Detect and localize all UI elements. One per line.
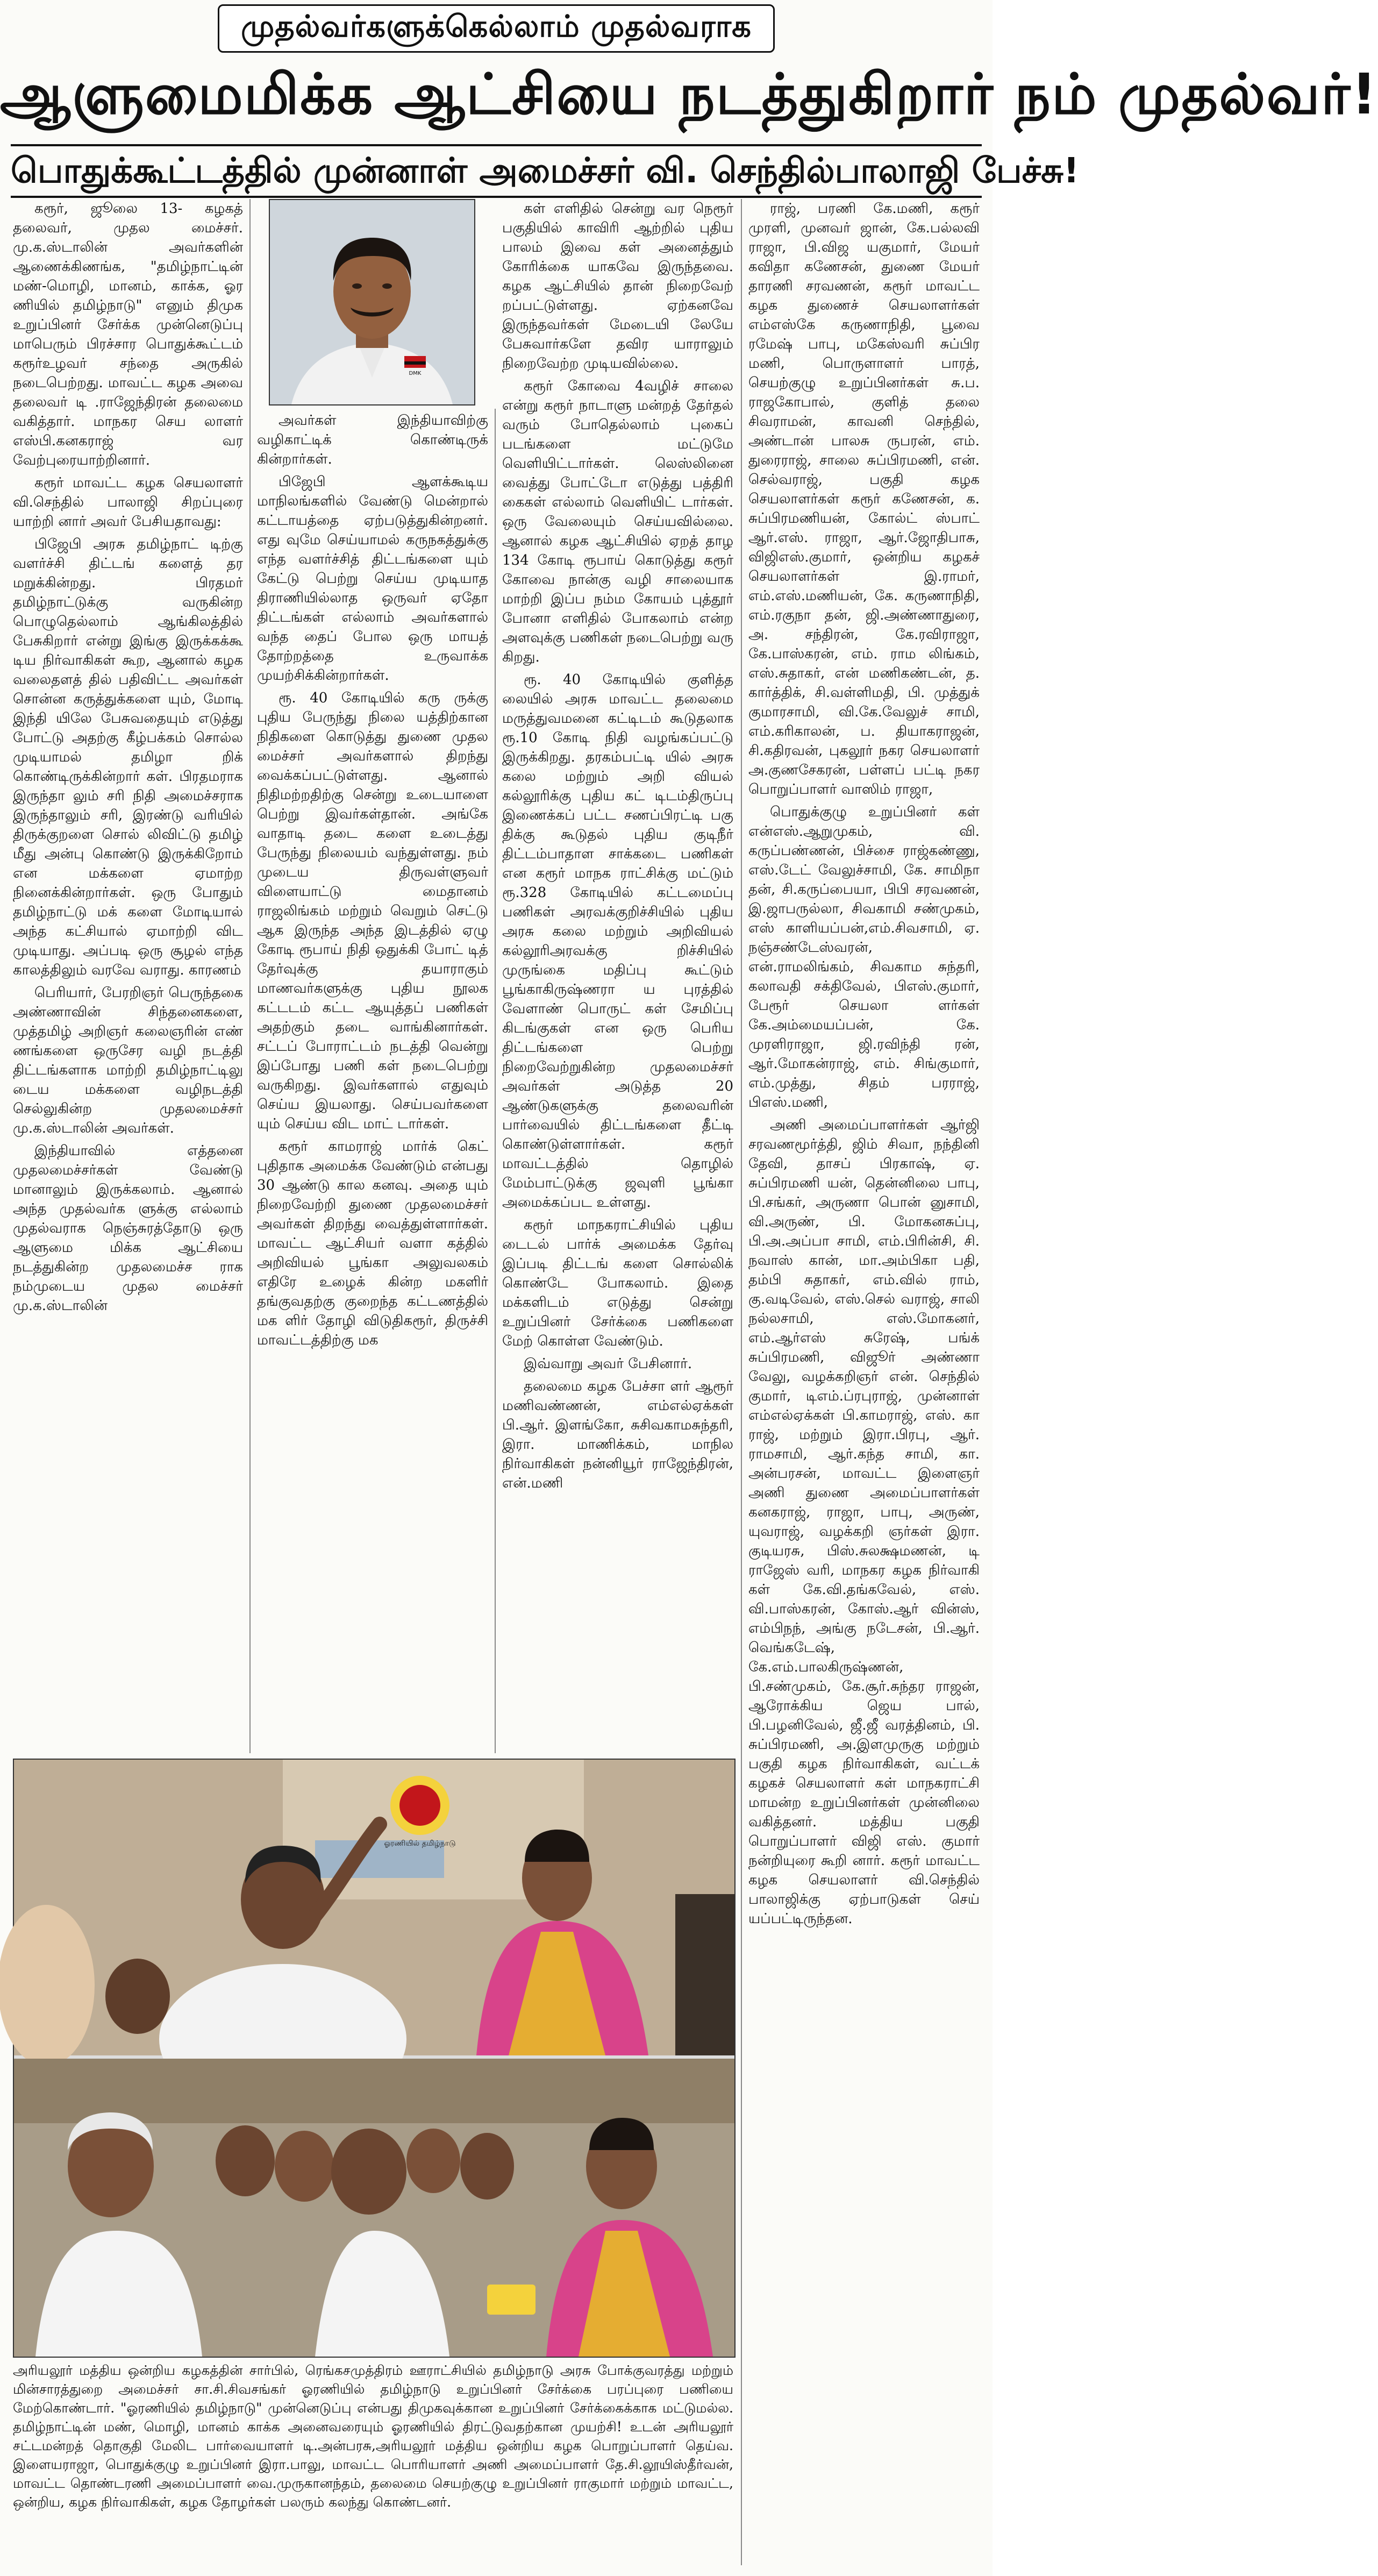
event-photo-bottom xyxy=(14,2059,734,2357)
paragraph: அவர்கள் இந்தியாவிற்கு வழிகாட்டிக் கொண்டிருக் கின்றார்கள். xyxy=(257,412,488,467)
paragraph: இவ்வாறு அவர் பேசினார். xyxy=(524,1356,692,1372)
paragraph: பிஜேபி அரசு தமிழ்நாட் டிற்கு வளர்ச்சி திட்டங் களைத் தர மறுக்கின்றது. பிரதமர் தமிழ்நாட்டுக்கு வருகின்ற பொழுதெல்லாம் ஆங்கிலத்தில் பேசுகிறார் என்று இங்கு இருக்கக்கூ டிய நிர்வாகிகள் கூற, ஆனால் கழக வலைதளத் தில் பதிவிட்ட அவர்கள் சொன்ன கருத்துக்களை யும், மோடி இந்தி யிலே பேசுவதையும் எடுத்து போட்டு அதற்கு கீழ்பக்கம் சொல்ல முடியாமல் தமிழா றிக் கொண்டிருக்கின்றார் கள். பிரதமராக இருந்தா லும் சரி நிதி அமைச்சராக இருந்தாலும் சரி, இரண்டு வரியில் திருக்குறளை சொல் லிவிட்டு தமிழ் மீது அன்பு கொண்டு இருக்கிறோம் என மக்களை ஏமாற்ற நினைக்கின்றார்கள். ஒரு போதும் தமிழ்நாட்டு மக் களை மோடியால் அந்த கட்சியால் ஏமாற்றி விட முடியாது. அப்படி ஒரு சூழல் எந்த காலத்திலும் வரவே வராது. காரணம் xyxy=(13,536,243,978)
kicker-box xyxy=(0,4,993,53)
article-column-4 xyxy=(748,199,980,2565)
paragraph: அணி அமைப்பாளர்கள் ஆர்ஜி சரவணமூர்த்தி, ஜிம் சிவா, நந்தினி தேவி, தாசப் பிரகாஷ், ஏ. சுப்பிரமணி யன், தென்னிலை பாபு, பி.சங்கர், அருணா பொன் னுசாமி, வி.அருண், பி. மோகனசுப்பு, பி.அ.அப்பா சாமி, எம்.பிரின்சி, சி. நவாஸ் கான், மா.அம்பிகா பதி, தம்பி சுதாகர், எம்.வில் ராம், கு.வடிவேல், எஸ்.செல் வராஜ், சாலி நல்லசாமி, எஸ்.மோகனர், எம்.ஆர்எஸ் சுரேஷ், பங்க் சுப்பிரமணி, விஜூர் அண்ணா வேலு, வழக்கறிஞர் என். செந்தில் குமார், டிஎம்.ப்ரபுராஜ், முன்னாள் எம்எல்ஏக்கள் பி.காமராஜ், எஸ். கா ராஜ், மற்றும் இரா.பிரபு, ஆர். ராமசாமி, ஆர்.கந்த சாமி, கா. அன்பரசன், மாவட்ட இளைஞர் அணி துணை அமைப்பாளர்கள் கனகராஜ், ராஜா, பாபு, அருண், யுவராஜ், வழக்கறி ஞர்கள் இரா. குடியரசு, பிஸ்.சுலக்ஷமணன், டி ராஜேஸ் வரி, மாநகர கழக நிர்வாகி கள் கே.வி.தங்கவேல், எஸ். வி.பாஸ்கரன், கோஸ்.ஆர் வின்ஸ், எம்பிநந், அங்கு நடேசன், பி.ஆர். வெங்கடேஷ், கே.எம்.பாலகிருஷ்ணன், பி.சண்முகம், கே.சூர்.சுந்தர ராஜன், ஆரோக்கிய ஜெய பால், பி.பழனிவேல், ஜீ.ஜீ வரத்தினம், பி. சுப்பிரமணி, அ.இளமுருகு மற்றும் பகுதி கழக நிர்வாகிகள், வட்டக் கழகச் செயலாளர் கள் மாநகராட்சி மாமன்ற உறுப்பினர்கள் முன்னிலை வகித்தனர். மத்திய பகுதி பொறுப்பாளர் விஜி எஸ். குமார் நன்றியுரை கூறி னார். கரூர் மாவட்ட கழக செயலாளர் வி.செந்தில் பாலாஜிக்கு ஏற்பாடுகள் செய் யப்பட்டிருந்தன. xyxy=(748,1117,980,1927)
headline: ஆளுமைமிக்க ஆட்சியை நடத்துகிறார் நம் முதல்வர்! xyxy=(0,61,1378,127)
event-photo-top-illustration xyxy=(14,1760,734,2055)
event-photo-bottom-illustration xyxy=(14,2059,734,2357)
paragraph: பிஜேபி ஆளக்கூடிய மாநிலங்களில் வேண்டு மென்றால் கட்டாயத்தை ஏற்படுத்துகின்றனர். எது வுமே செய்யாமல் கருநகத்துக்கு எந்த வளர்ச்சித் திட்டங்களை யும் கேட்டு பெற்று செய்ய முடியாத திராணியில்லாத ஒருவர் ஏதோ திட்டங்கள் எல்லாம் அவர்களால் வந்த தைப் போல ஒரு மாயத் தோற்றத்தை உருவாக்க முயற்சிக்கின்றார்கள். xyxy=(257,474,488,684)
kicker-text: முதல்வர்களுக்கெல்லாம் முதல்வராக xyxy=(218,4,775,53)
column-rule xyxy=(249,199,251,1753)
paragraph: கரூர் மாவட்ட கழக செயலாளர் வி.செந்தில் பாலாஜி சிறப்புரை யாற்றி னார் அவர் பேசியதாவது: xyxy=(13,475,243,530)
paragraph: கரூர், ஜூலை 13- கழகத் தலைவர், முதல மைச்சர். மு.க.ஸ்டாலின் அவர்களின் ஆணைக்கிணங்க, "தமிழ்நாட்டின் மண்-மொழி, மானம், காக்க, ஓர ணியில் தமிழ்நாடு" எனும் திமுக உறுப்பினர் சேர்க்க முன்னெடுப்பு மாபெரும் பிரச்சார பொதுக்கூட்டம் கரூர்உழவர் சந்தை அருகில் நடைபெற்றது. மாவட்ட கழக அவை தலைவர் டி .ராஜேந்திரன் தலைமை வகித்தார். மாநகர செய லாளர் எஸ்பி.கனகராஜ் வர வேற்புரையாற்றினார். xyxy=(13,201,243,468)
paragraph: கரூர் மாநகராட்சியில் புதிய டைடல் பார்க் அமைக்க தேர்வு இப்படி திட்டங் களை சொல்லிக் கொண்டே போகலாம். இதை மக்களிடம் எடுத்து சென்று உறுப்பினர் சேர்க்கை பணிகளை மேற் கொள்ள வேண்டும். xyxy=(502,1217,733,1349)
paragraph: தலைமை கழக பேச்சா ளர் ஆரூர் மணிவண்ணன், எம்எல்ஏக்கள் பி.ஆர். இளங்கோ, சுசிவகாமசுந்தரி, இரா. மாணிக்கம், மாநில நிர்வாகிகள் நன்னியூர் ராஜேந்திரன், என்.மணி xyxy=(502,1378,733,1491)
column-rule xyxy=(495,409,496,1753)
paragraph: ரூ. 40 கோடியில் குளித்த லையில் அரசு மாவட்ட தலைமை மருத்துவமனை கட்டிடம் கூடுதலாக ரூ.10 கோடி நிதி வழங்கப்பட்டு இருக்கிறது. தரகம்பட்டி யில் அரசு கலை மற்றும் அறி வியல் கல்லூரிக்கு புதிய கட் டிடம்திருப்பு இணைக்கப் பட்ட சணப்பிரட்டி பகு திக்கு கூடுதல் புதிய குடிநீர் திட்டம்பாதாள சாக்கடை பணிகள் என கரூர் மாநக ராட்சிக்கு மட்டும் ரூ.328 கோடியில் கட்டமைப்பு பணிகள் அரவக்குறிச்சியில் புதிய அரசு கலை மற்றும் அறிவியல் கல்லூரிஅரவக்கு றிச்சியில் முருங்கை மதிப்பு கூட்டும் பூங்காகிருஷ்ணரா ய புரத்தில் வேளாண் பொருட் கள் சேமிப்பு கிடங்குகள் என ஒரு பெரிய திட்டங்களை பெற்று நிறைவேற்றுகின்ற முதலமைச்சர் அவர்கள் அடுத்த 20 ஆண்டுகளுக்கு தலைவரின் பார்வையில் திட்டங்களை தீட்டி கொண்டுள்ளார்கள். கரூர் மாவட்டத்தில் தொழில் மேம்பாட்டுக்கு ஜவுளி பூங்கா அமைக்கப்பட உள்ளது. xyxy=(502,672,733,1211)
portrait-badge: DMK xyxy=(409,371,422,376)
paragraph: கரூர் கோவை 4வழிச் சாலை என்று கரூர் நாடாளு மன்றத் தேர்தல் வரும் போதெல்லாம் புகைப் படங்களை மட்டுமே வெளியிட்டார்கள். லெஸ்லினை வைத்து போட்டோ எடுத்து பத்திரி கைகள் எல்லாம் வெளியிட் டார்கள். ஒரு வேலையும் செய்யவில்லை. ஆனால் கழக ஆட்சியில் ஏறத் தாழ 134 கோடி ரூபாய் கொடுத்து கரூர் கோவை நான்கு வழி சாலையாக மாற்றி இப்ப நம்ம கோயம் புத்தூர் போனா எளிதில் போகலாம் என்ற அளவுக்கு பணிகள் நடைபெற்று வரு கிறது. xyxy=(502,378,733,665)
paragraph: கரூர் காமராஜ் மார்க் கெட் புதிதாக அமைக்க வேண்டும் என்பது 30 ஆண்டு கால கனவு. அதை யும் நிறைவேற்றி துணை முதலமைச்சர் அவர்கள் திறந்து வைத்துள்ளார்கள். மாவட்ட ஆட்சியர் வளா கத்தில் அறிவியல் பூங்கா அலுவலகம் எதிரே உழைக் கின்ற மகளிர் தங்குவதற்கு குறைந்த கட்டணத்தில் மக ளிர் தோழி விடுதிகரூர், திருச்சி மாவட்டத்திற்கு மக xyxy=(257,1138,488,1348)
event-photos xyxy=(13,1759,736,2358)
event-photo-top xyxy=(14,1760,734,2055)
paragraph: கள் எளிதில் சென்று வர நெரூர் பகுதியில் காவிரி ஆற்றில் புதிய பாலம் இவை கள் அனைத்தும் கோரிக்கை யாகவே இருந்தவை. கழக ஆட்சியில் தான் நிறைவேற் றப்பட்டுள்ளது. ஏற்கனவே இருந்தவர்கள் மேடையி லேயே பேசுவார்களே தவிர யாராலும் நிறைவேற்ற முடியவில்லை. xyxy=(502,201,733,372)
photo-caption: அரியலூர் மத்திய ஒன்றிய கழகத்தின் சார்பில், ரெங்கசமுத்திரம் ஊராட்சியில் தமிழ்நாடு அரசு போக்குவரத்து மற்றும் மின்சாரத்துறை அமைச்சர் சா.சி.சிவசங்கர் ஓரணியில் தமிழ்நாடு உறுப்பினர் சேர்க்கை பரப்புரை பணியை மேற்கொண்டார். "ஓரணியில் தமிழ்நாடு" முன்னெடுப்பு என்பது திமுகவுக்கான உறுப்பினர் சேர்க்கைக்காக மட்டுமல்ல. தமிழ்நாட்டின் மண், மொழி, மானம் காக்க அனைவரையும் ஓரணியில் திரட்டுவதற்கான முயற்சி! உடன் அரியலூர் சட்டமன்றத் தொகுதி மேலிட பார்வையாளர் டி.அன்பரசு,அரியலூர் மத்திய ஒன்றிய கழக பொறுப்பாளர் தெய்வ. இளையராஜா, பொதுக்குழு உறுப்பினர் இரா.பாலு, மாவட்ட பொரியாளர் அணி அமைப்பாளர் தே.சி.லூயிஸ்தீர்வன், மாவட்ட தொண்டரணி அமைப்பாளர் வை.முருகானந்தம், தலைமை செயற்குழு உறுப்பினர் ராகுமார் மற்றும் மாவட்ட, ஒன்றிய, கழக நிர்வாகிகள், கழக தோழர்கள் பலரும் கலந்து கொண்டனர். xyxy=(13,2362,733,2510)
paragraph: ரூ. 40 கோடியில் கரு ருக்கு புதிய பேருந்து நிலை யத்திற்கான நிதிகளை கொடுத்து துணை முதல மைச்சர் அவர்களால் திறந்து வைக்கப்பட்டுள்ளது. ஆனால் நிதிமற்றதிற்கு சென்று உடையாளை பெற்று இவர்கள்தான். அங்கே வாதாடி தடை களை உடைத்து பேருந்து நிலையம் வந்துள்ளது. நம் முடைய திருவள்ளுவர் விளையாட்டு மைதானம் ராஜலிங்கம் மற்றும் வெறும் செட்டு ஆக இருந்த அந்த இடத்தில் ஏழு கோடி ரூபாய் நிதி ஒதுக்கி போட் டித் தேர்வுக்கு தயாராகும் மாணவர்களுக்கு புதிய நூலக கட்டடம் கட்ட ஆயுத்தப் பணிகள் அதற்கும் தடை வாங்கினார்கள். சட்டப் போராட்டம் நடத்தி வென்று இப்போது பணி கள் நடைபெற்று வருகிறது. இவர்களால் எதுவும் செய்ய இயலாது. செய்பவர்களை யும் செய்ய விட மாட் டார்கள். xyxy=(257,690,488,1132)
paragraph: இந்தியாவில் எத்தனை முதலமைச்சர்கள் வேண்டு மானாலும் இருக்கலாம். ஆனால் அந்த முதல்வர்க ளுக்கு எல்லாம் முதல்வராக நெஞ்சுரத்தோடு ஒரு ஆளுமை மிக்க ஆட்சியை நடத்துகின்ற முதலமைச்ச ராக நம்முடைய முதல மைச்சர் மு.க.ஸ்டாலின் xyxy=(13,1143,243,1314)
portrait-photo xyxy=(269,199,475,405)
paragraph: பொதுக்குழு உறுப்பினர் கள் என்எஸ்.ஆறுமுகம், வி. கருப்பண்ணன், பிச்சை ராஜ்கண்ணு, எஸ்.டேட் வேலுச்சாமி, கே. சாமிநா தன், சி.கருப்பையா, பிபி சரவணன், இ.ஜாபருல்லா, சிவகாமி சண்முகம், எஸ் காளியப்பன்,எம்.சிவசாமி, ஏ. நஞ்சண்டேஸ்வரன், என்.ராமலிங்கம், சிவகாம சுந்தரி, கலாவதி சக்திவேல், பிஎஸ்.குமார், பேரூர் செயலா ளர்கள் கே.அம்மையப்பன், கே. முரளிராஜா, ஜி.ரவிந்தி ரன், ஆர்.மோகன்ராஜ், எம். சிங்குமார், எம்.முத்து, சிதம் பரராஜ், பிஎஸ்.மணி, xyxy=(748,804,980,1111)
poster-title: ஓரணியில் தமிழ்நாடு xyxy=(384,1839,456,1848)
paragraph: பெரியார், பேரறிஞர் பெருந்தகை அண்ணாவின் சிந்தனைகளை, முத்தமிழ் அறிஞர் கலைஞரின் எண் ணங்களை ஒருசேர வழி நடத்தி திட்டங்களாக மாற்றி தமிழ்நாட்டிலு டைய மக்களை வழிநடத்தி செல்லுகின்ற முதலமைச்சர் மு.க.ஸ்டாலின் அவர்கள். xyxy=(13,985,243,1136)
paragraph: ராஜ், பரணி கே.மணி, கரூர் முரளி, முனவர் ஜான், கே.பல்லவி ராஜா, பி.விஜ யகுமார், மேயர் கவிதா கணேசன், துணை மேயர் தாரணி சரவணன், கரூர் மாவட்ட கழக துணைச் செயலாளர்கள் எம்எஸ்கே கருணாநிதி, பூவை ரமேஷ் பாபு, மகேஸ்வரி சுப்பிர மணி, பொருளாளர் பாரத், செயற்குழு உறுப்பினர்கள் சு.ப. ராஜகோபால், குளித் தலை சிவராமன், காவனி செந்தில், அண்டான் பாலசு ருபரன், எம். துரைராஜ், சாலை சுப்பிரமணி, என். செல்வராஜ், பகுதி கழக செயலாளர்கள் கரூர் கணேசன், க. சுப்பிரமணியன், கோல்ட் ஸ்பாட் ஆர்.எஸ். ராஜா, ஆர்.ஜோதிபாசு, விஜிஎஸ்.குமார், ஒன்றிய கழகச் செயலாளர்கள் இ.ராமர், எம்.எஸ்.மணியன், கே. கருணாநிதி, எம்.ரகுநா தன், ஜி.அண்ணாதுரை, அ. சந்திரன், கே.ரவிராஜா, கே.பாஸ்கரன், எம். ராம லிங்கம், எஸ்.சுதாகர், என் மணிகண்டன், த. கார்த்திக், சி.வள்ளிமதி, பி. முத்துக் குமாரசாமி, வி.கே.வேலுச் சாமி, எம்.கரிகாலன், ப. தியாகராஜன், சி.கதிரவன், புகலூர் நகர செயலாளர் அ.குணசேகரன், பள்ளப் பட்டி நகர பொறுப்பாளர் வாஸிம் ராஜா, xyxy=(748,201,980,798)
subheadline: பொதுக்கூட்டத்தில் முன்னாள் அமைச்சர் வி. செந்தில்பாலாஜி பேச்சு! xyxy=(11,144,982,198)
column-rule xyxy=(741,199,742,2565)
portrait-illustration xyxy=(270,200,474,404)
